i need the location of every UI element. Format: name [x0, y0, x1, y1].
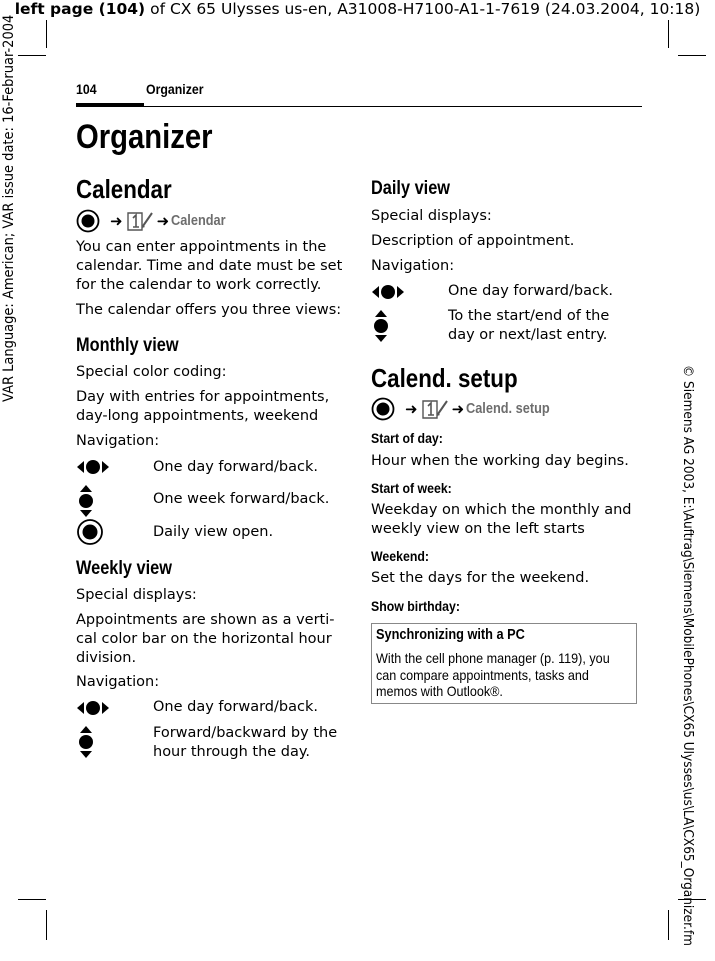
center-key-icon [76, 518, 104, 546]
start-of-day-label: Start of day: [371, 430, 443, 446]
running-section-title: Organizer [146, 81, 204, 97]
arrow-right-icon: ➜ [451, 400, 465, 418]
page-number: 104 [76, 81, 97, 97]
print-header [0, 0, 715, 18]
monthly-navigation-label: Navigation: [76, 433, 160, 449]
weekend-text: Set the days for the weekend. [371, 570, 590, 586]
arrow-right-icon: ➜ [405, 400, 418, 418]
nav-left-right-icon [76, 699, 110, 717]
setup-path-label: Calend. setup [466, 401, 550, 417]
calendar-heading: Calendar [76, 174, 172, 204]
weekly-nav-row: Forward/backward by the hour through the day. [153, 725, 338, 760]
monthly-nav-row: One week forward/back. [153, 491, 330, 507]
crop-mark [668, 910, 669, 940]
crop-mark [678, 55, 706, 56]
nav-up-down-icon [77, 484, 95, 518]
nav-left-right-icon [371, 283, 405, 301]
crop-mark [46, 20, 47, 48]
page-title: Organizer [76, 118, 213, 156]
setup-heading: Calend. setup [371, 363, 518, 393]
monthly-view-heading: Monthly view [76, 335, 179, 356]
crop-mark [18, 55, 46, 56]
show-birthday-label: Show birthday: [371, 598, 460, 614]
weekly-description: Appointments are shown as a verti-cal color bar on the horizontal hour division. [76, 612, 335, 666]
nav-up-down-icon [77, 725, 95, 759]
center-key-icon [371, 397, 397, 421]
daily-description: Description of appointment. [371, 233, 575, 249]
start-of-day-text: Hour when the working day begins. [371, 453, 629, 469]
side-text-right: © Siemens AG 2003, E:\Auftrag\Siemens\MobilePhones\CX65 Ulysses\us\LA\CX65_Organizer.fm [680, 365, 696, 947]
weekly-special: Special displays: [76, 587, 197, 603]
print-header-bold: left page (104) [14, 0, 146, 18]
arrow-right-icon: ➜ [156, 212, 170, 230]
nav-up-down-icon [372, 309, 390, 343]
monthly-nav-row: Daily view open. [153, 524, 274, 540]
nav-left-right-icon [76, 458, 110, 476]
calendar-intro: You can enter appointments in the calendar. Time and date must be set for the calendar to work correctly. [76, 239, 343, 293]
organizer-menu-icon [420, 397, 450, 421]
monthly-description: Day with entries for appointments, day-long appointments, weekend [76, 389, 330, 424]
daily-special: Special displays: [371, 208, 492, 224]
monthly-special: Special color coding: [76, 364, 227, 380]
arrow-right-icon: ➜ [110, 212, 123, 230]
start-of-week-text: Weekday on which the monthly and weekly view on the left starts [371, 502, 632, 537]
daily-nav-row: One day forward/back. [448, 283, 613, 299]
calendar-path-label: Calendar [171, 213, 226, 229]
weekly-navigation-label: Navigation: [76, 674, 160, 690]
crop-mark [668, 20, 669, 48]
calendar-views-intro: The calendar offers you three views: [76, 302, 342, 318]
weekend-label: Weekend: [371, 548, 429, 564]
note-body: With the cell phone manager (p. 119), you can compare appointments, tasks and memos with Outlook®. [376, 650, 610, 699]
organizer-menu-icon [125, 209, 155, 233]
weekly-view-heading: Weekly view [76, 558, 172, 579]
weekly-nav-row: One day forward/back. [153, 699, 318, 715]
note-title: Synchronizing with a PC [376, 627, 525, 643]
calendar-menu-path [76, 209, 233, 233]
daily-nav-row: To the start/end of the day or next/last entry. [448, 308, 610, 343]
crop-mark [46, 910, 47, 940]
crop-mark [18, 899, 46, 900]
center-key-icon [76, 209, 102, 233]
side-text-left: VAR Language: American; VAR issue date: 16-Februar-2004 [1, 14, 17, 403]
print-header-rest: of CX 65 Ulysses us-en, A31008-H7100-A1-1-7619 (24.03.2004, 10:18) [145, 0, 701, 18]
header-rule [76, 106, 642, 107]
daily-view-heading: Daily view [371, 178, 451, 199]
setup-menu-path [371, 397, 561, 421]
monthly-nav-row: One day forward/back. [153, 459, 318, 475]
daily-navigation-label: Navigation: [371, 258, 455, 274]
start-of-week-label: Start of week: [371, 480, 452, 496]
